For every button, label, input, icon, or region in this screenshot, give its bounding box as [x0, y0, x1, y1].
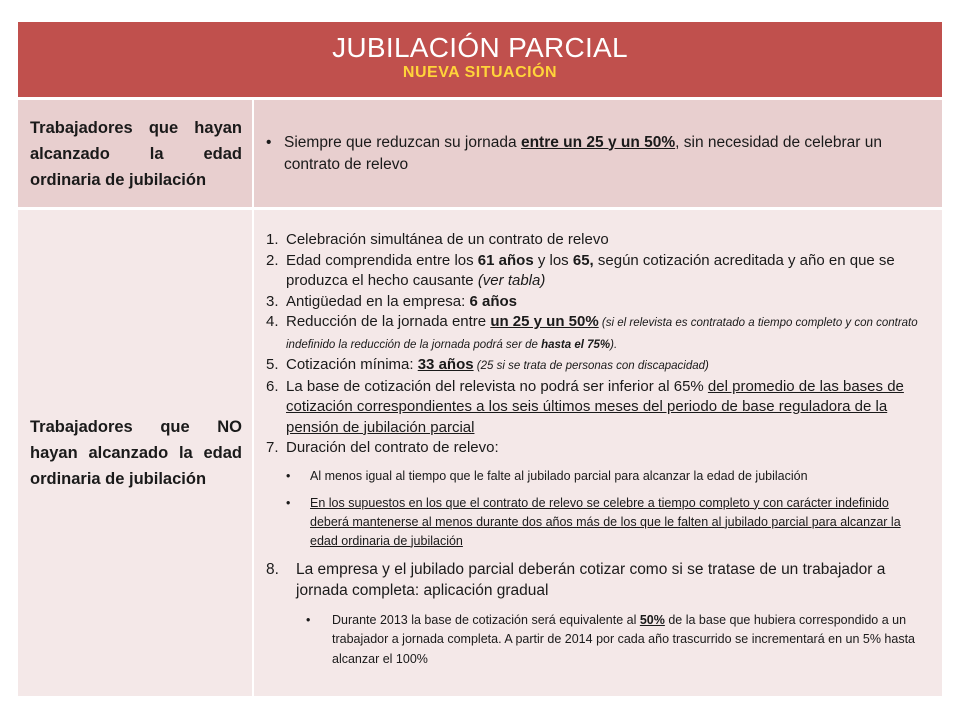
sub-item-text: Al menos igual al tiempo que le falte al jubilado parcial para alcanzar la edad de jubilación [310, 468, 808, 483]
item-number: 6. [266, 377, 279, 395]
text-span-emphasis: 61 años [477, 251, 534, 269]
item-number: 2. [266, 251, 279, 269]
text-span: , sin necesidad de celebrar un contrato de relevo [284, 133, 882, 173]
text-span: de la base que hubiera correspondido a un trabajador a jornada completa. A partir de 2014 por cada año trascurrido se incrementará en un 5% hasta alcanzar el 100% [332, 612, 915, 666]
item-number: 1. [266, 231, 279, 248]
row-label: Trabajadores que hayan alcanzado la edad ordinaria de jubilación [30, 118, 242, 189]
sub-item-text [332, 611, 930, 670]
requirements-list-continued [266, 559, 930, 601]
sub-list-item [306, 611, 930, 670]
slide-table [18, 22, 942, 696]
page-subtitle: NUEVA SITUACIÓN [402, 64, 558, 81]
bullet-icon: • [286, 468, 291, 483]
requirements-list [266, 230, 930, 459]
sub-list-item [286, 494, 930, 551]
sub-list-item [286, 467, 930, 486]
sub-list-duration [286, 467, 930, 551]
row-label-cell [18, 100, 254, 207]
page-title: JUBILACIÓN PARCIAL [332, 32, 628, 63]
text-span: Cotización mínima: [286, 356, 418, 373]
text-span: y los [533, 251, 573, 269]
bullet-icon: • [306, 612, 311, 627]
text-span: Reducción de la jornada entre [286, 313, 491, 330]
item-text [286, 251, 930, 292]
text-span-note: (si el relevista es contratado a tiempo completo y con contrato indefinido la reducción de la jornada podrá ser de [286, 317, 918, 351]
text-span: Antigüedad en la empresa: [286, 292, 470, 310]
row-label-cell [18, 210, 254, 696]
item-text: La empresa y el jubilado parcial deberán cotizar como si se tratase de un trabajador a jornada completa: aplicación gradual [296, 560, 886, 599]
text-span-italic: (ver tabla) [477, 272, 546, 289]
list-item [266, 355, 930, 377]
list-item [266, 377, 930, 439]
list-item [266, 251, 930, 292]
item-text [286, 377, 930, 439]
text-span: Edad comprendida entre los [286, 251, 478, 269]
item-text [286, 312, 930, 355]
row-label: Trabajadores que NO hayan alcanzado la edad ordinaria de jubilación [30, 418, 242, 488]
text-span-note: (25 si se trata de personas con discapacidad) [473, 360, 709, 372]
text-span: La base de cotización del relevista no podrá ser inferior al 65% [286, 377, 708, 395]
text-span-emphasis: 50% [639, 612, 665, 627]
text-span-underlined: del promedio de las bases de cotización correspondientes a los seis últimos meses del periodo de base reguladora de la pensión de jubilación parcial [286, 377, 904, 436]
bullet-text [284, 132, 930, 176]
text-span-note: ). [610, 338, 618, 351]
table-row-reached-age [18, 100, 942, 210]
list-item [266, 312, 930, 355]
text-span-emphasis: un 25 y un 50% [490, 313, 599, 330]
item-text [286, 355, 709, 377]
text-span: Durante 2013 la base de cotización será equivalente al [332, 612, 640, 627]
table-header [18, 22, 942, 100]
row-content-cell [254, 210, 942, 696]
item-number: 8. [266, 560, 279, 578]
text-span: Siempre que reduzcan su jornada [284, 133, 521, 151]
row-content-cell [254, 100, 942, 207]
item-number: 7. [266, 439, 279, 456]
list-item [266, 230, 930, 251]
text-span-emphasis: 6 años [469, 292, 517, 310]
list-item [266, 292, 930, 313]
sub-list-contribution [306, 611, 930, 670]
text-span-emphasis: entre un 25 y un 50% [520, 133, 676, 151]
bullet-icon: • [286, 495, 291, 510]
item-number: 3. [266, 292, 279, 310]
text-span-emphasis: 33 años [417, 356, 474, 373]
table-row-not-reached-age [18, 210, 942, 696]
list-item [266, 132, 930, 176]
text-span: según cotización acreditada y año en que se produzca el hecho causante [286, 251, 895, 289]
bullet-icon: • [266, 133, 272, 151]
item-number: 5. [266, 356, 279, 373]
item-text: Celebración simultánea de un contrato de relevo [286, 231, 609, 248]
sub-item-text: En los supuestos en los que el contrato de relevo se celebre a tiempo completo y con carácter indefinido deberá mantenerse al menos durante dos años más de los que le falten al jubilado parcial para alcanzar la edad ordinaria de jubilación [310, 495, 901, 548]
text-span-note-bold: hasta el 75% [541, 338, 611, 351]
text-span-emphasis: 65, [572, 251, 594, 269]
list-item [266, 438, 930, 459]
item-text: Duración del contrato de relevo: [286, 439, 499, 456]
item-number: 4. [266, 313, 279, 330]
list-item [266, 559, 930, 601]
item-text [286, 292, 517, 313]
